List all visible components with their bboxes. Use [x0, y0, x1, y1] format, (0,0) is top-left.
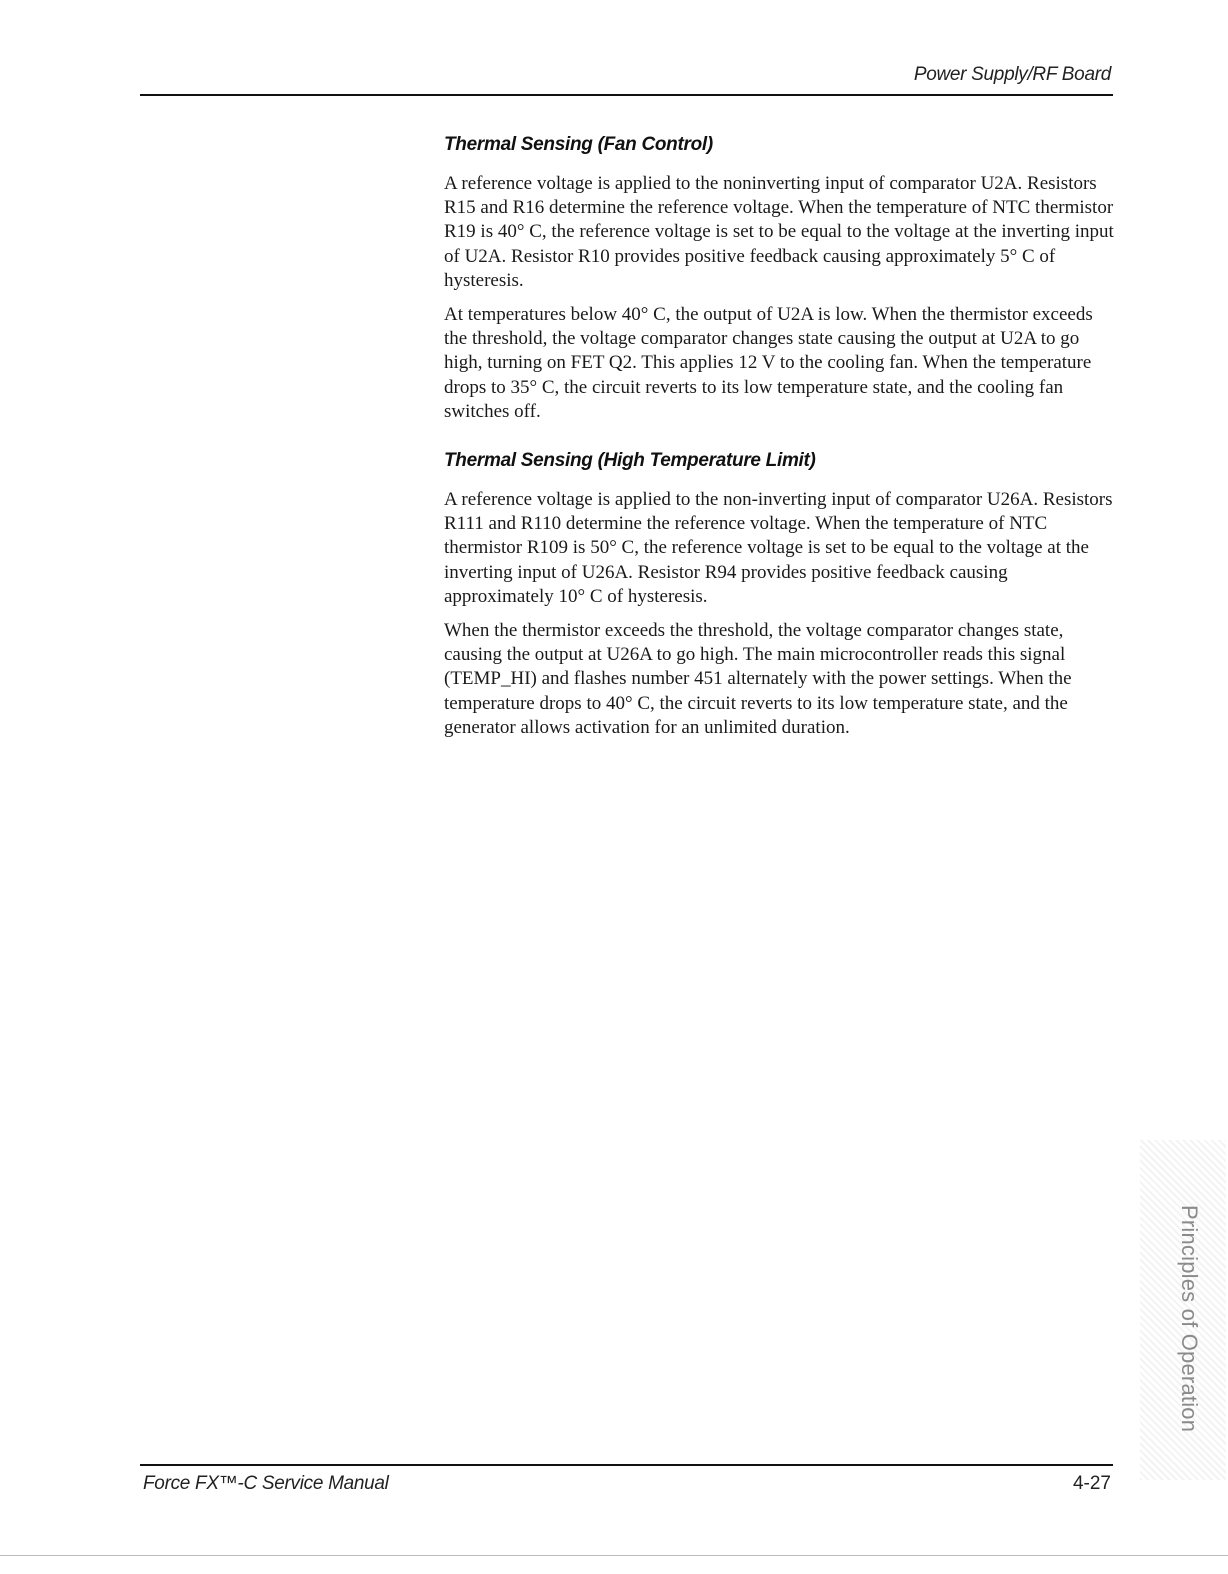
- paragraph: A reference voltage is applied to the non-inverting input of comparator U26A. Resistors R111 and R110 determine the reference voltage. When the temperature of NTC thermistor R109 is 50° C, the reference voltage is set to be equal to the voltage at the inverting input of U26A. Resistor R94 provides positive feedback causing approximately 10° C of hysteresis.: [444, 489, 1113, 607]
- footer-divider: [140, 1464, 1113, 1466]
- section-heading: Thermal Sensing (High Temperature Limit): [444, 450, 816, 472]
- section-fan-control: [444, 134, 1116, 424]
- section-heading: Thermal Sensing (Fan Control): [444, 134, 713, 155]
- section-high-temperature-limit: [444, 450, 1116, 740]
- paragraph: At temperatures below 40° C, the output of U2A is low. When the thermistor exceeds the threshold, the voltage comparator changes state causing the output at U2A to go high, turning on FET Q2. This applies 12 V to the cooling fan. When the temperature drops to 35° C, the circuit reverts to its low temperature state, and the cooling fan switches off.: [444, 304, 1093, 422]
- page-content: [444, 134, 1116, 766]
- chapter-tab-label: Principles of Operation: [1177, 1205, 1202, 1433]
- paragraph: A reference voltage is applied to the noninverting input of comparator U2A. Resistors R15 and R16 determine the reference voltage. When the temperature of NTC thermistor R19 is 40° C, the reference voltage is set to be equal to the voltage at the inverting input of U2A. Resistor R10 provides positive feedback causing approximately 5° C of hysteresis.: [444, 173, 1114, 291]
- scan-edge-line: [0, 1555, 1228, 1556]
- manual-title: Force FX™-C Service Manual: [143, 1473, 389, 1494]
- paragraph: When the thermistor exceeds the threshold, the voltage comparator changes state, causing the output at U26A to go high. The main microcontroller reads this signal (TEMP_HI) and flashes number 451 alternately with the power settings. When the temperature drops to 40° C, the circuit reverts to its low temperature state, and the generator allows activation for an unlimited duration.: [444, 620, 1072, 738]
- header-divider: [140, 94, 1113, 96]
- running-header: Power Supply/RF Board: [913, 64, 1111, 85]
- page-number: 4-27: [1072, 1473, 1111, 1494]
